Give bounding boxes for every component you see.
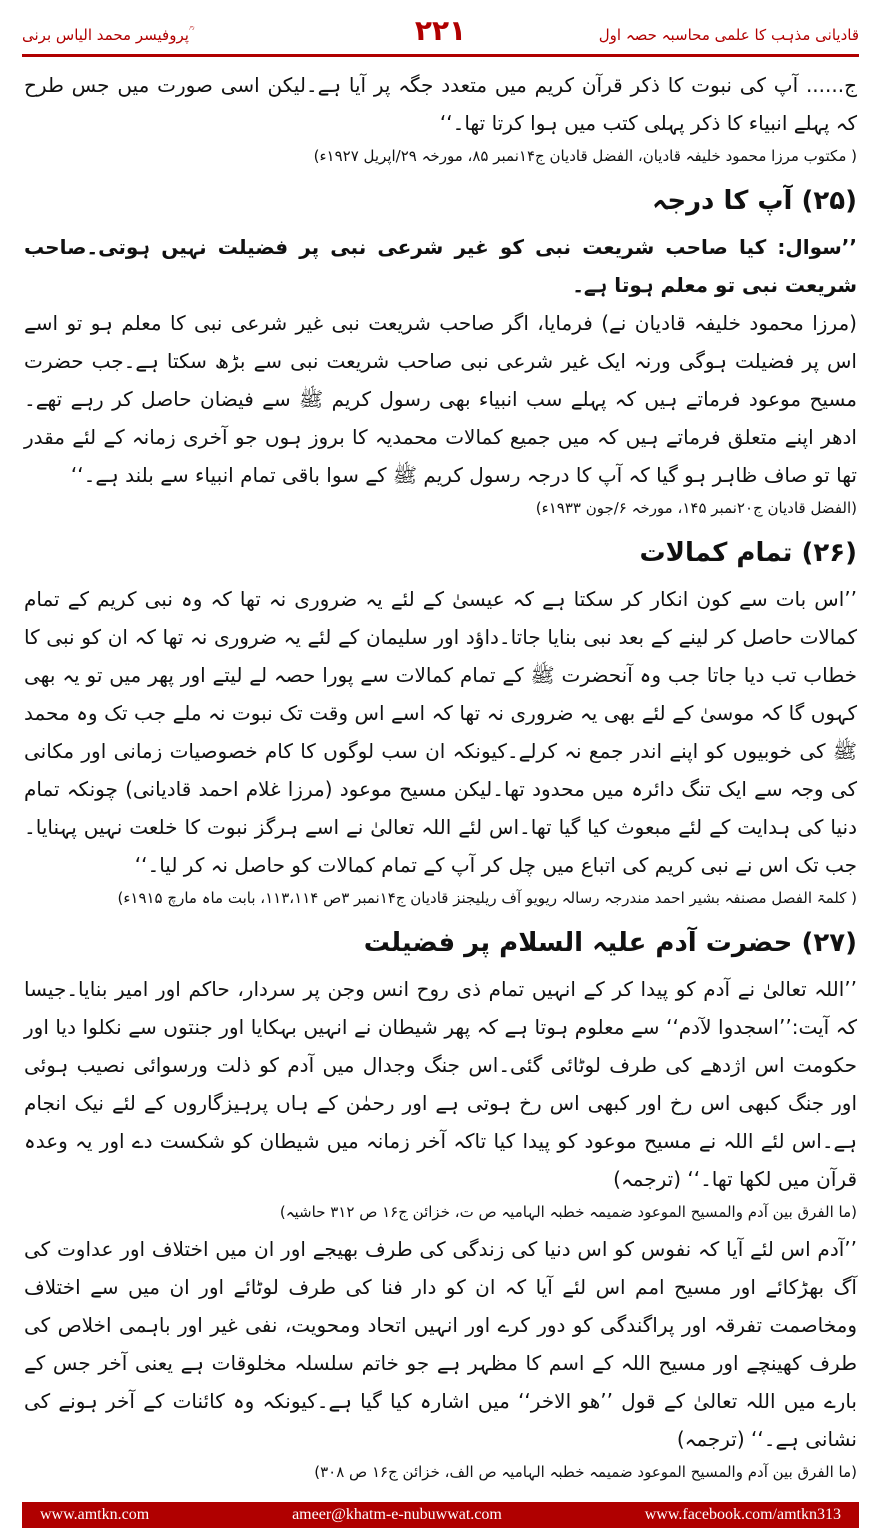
footer-email-link[interactable]: ameer@khatm-e-nubuwwat.com: [292, 1506, 502, 1523]
section-25-reference: (الفضل قادیان ج۲۰نمبر ۱۴۵، مورخہ ۶/جون ۱۹۳۳ء): [535, 499, 857, 517]
page-number: ۲۲۱: [414, 14, 467, 47]
section-27-reference-2: (ما الفرق بین آدم والمسیح الموعود ضمیمہ خطبہ الہامیہ ص الف، خزائن ج۱۶ ص ۳۰۸): [314, 1463, 857, 1481]
intro-reference: ( مکتوب مرزا محمود خلیفہ قادیان، الفضل قادیان ج۱۴نمبر ۸۵، مورخہ ۲۹/اپریل ۱۹۲۷ء): [313, 147, 857, 165]
section-27-heading: (۲۷) حضرت آدم علیہ السلام پر فضیلت: [363, 928, 857, 958]
book-title: قادیانی مذہب کا علمی محاسبہ حصہ اول: [598, 26, 859, 44]
section-25-question: ’’سوال: کیا صاحب شریعت نبی کو غیر شرعی نبی پر فضیلت نہیں ہوتی۔صاحب شریعت نبی تو معلم ہوتا ہے۔: [24, 235, 857, 297]
section-26-heading: (۲۶) تمام کمالات: [639, 538, 857, 568]
section-27-paragraph-1: ’’اللہ تعالیٰ نے آدم کو پیدا کر کے انہیں تمام ذی روح انس وجن پر سردار، حاکم اور امیر بنایا۔جیسا کہ آیت:’’اسجدوا لآدم‘‘ سے معلوم ہوتا ہے کہ پھر شیطان نے انہیں بہکایا اور جنتوں سے نکلوا دیا اور حکومت اس اژدھے کی طرف لوٹائی گئی۔اس جنگ وجدال میں آدم کو ذلت ورسوائی نصیب ہوئی اور جنگ کبھی اس رخ اور کبھی اس رخ ہوتی ہے اور رحمٰن کے ہاں پرہیزگاروں کے لئے نیک انجام ہے۔اس لئے اللہ نے مسیح موعود کو پیدا کیا تاکہ آخر زمانہ میں شیطان کو شکست دے اور یہ وعدہ قرآن میں لکھا تھا۔‘‘ (ترجمہ): [24, 977, 857, 1191]
page-footer: [22, 1502, 859, 1528]
section-26-reference: ( کلمۃ الفصل مصنفہ بشیر احمد مندرجہ رسالہ ریویو آف ریلیجنز قادیان ج۱۴نمبر ۳ص ۱۱۳،۱۱۴، بابت ماہ مارچ ۱۹۱۵ء): [117, 889, 857, 907]
section-25-answer: (مرزا محمود خلیفہ قادیان نے) فرمایا، اگر صاحب شریعت نبی غیر شرعی نبی کا معلم ہو تو اسے اس پر فضیلت ہوگی ورنہ ایک غیر شرعی نبی صاحب شریعت نبی سے بڑھ سکتا ہے۔جب حضرت مسیح موعود فرماتے ہیں کہ پہلے سب انبیاء بھی رسول کریم ﷺ سے فیضان حاصل کر رہے تھے۔ادھر اپنے متعلق فرماتے ہیں کہ میں جمیع کمالات محمدیہ کا بروز ہوں جو آخری زمانہ کے لئے مقدر تھا تو صاف ظاہر ہو گیا کہ آپ کا درجہ رسول کریم ﷺ کے سوا باقی تمام انبیاء سے بلند ہے۔‘‘: [24, 311, 857, 487]
footer-facebook-link[interactable]: www.facebook.com/amtkn313: [644, 1506, 841, 1523]
page-body: [24, 66, 857, 1490]
section-25-heading: (۲۵) آپ کا درجہ: [652, 186, 857, 216]
intro-paragraph: ج...... آپ کی نبوت کا ذکر قرآن کریم میں متعدد جگہ پر آیا ہے۔لیکن اسی صورت میں جس طرح کہ پہلے انبیاء کا ذکر پہلی کتب میں ہوا کرتا تھا۔‘‘: [24, 73, 857, 135]
section-27-paragraph-2: ’’آدم اس لئے آیا کہ نفوس کو اس دنیا کی زندگی کی طرف بھیجے اور ان میں اختلاف اور عداوت کی آگ بھڑکائے اور مسیح امم اس لئے آیا کہ ان کو دار فنا کی طرف لوٹائے اور ان میں سے اختلاف ومخاصمت تفرقہ اور پراگندگی کو دور کرے اور انہیں اتحاد ومحویت، نفی غیر اور باہمی اخلاص کی طرف کھینچے اور مسیح اللہ کے اسم کا مظہر ہے جو خاتم سلسلہ مخلوقات ہے یعنی آخر جس کے بارے میں اللہ تعالیٰ کے قول ’’ھو الاخر‘‘ میں اشارہ کیا گیا ہے۔کیونکہ وہ کائنات کے آخر ہونے کی نشانی ہے۔‘‘ (ترجمہ): [24, 1237, 857, 1451]
footer-website-link[interactable]: www.amtkn.com: [40, 1506, 150, 1523]
page-header: [22, 8, 859, 54]
header-divider: [22, 54, 859, 57]
author-name: پروفیسر محمد الیاس برنی ؒ: [22, 26, 193, 44]
section-27-reference-1: (ما الفرق بین آدم والمسیح الموعود ضمیمہ خطبہ الہامیہ ص ت، خزائن ج۱۶ ص ۳۱۲ حاشیہ): [279, 1203, 857, 1221]
section-26-paragraph: ’’اس بات سے کون انکار کر سکتا ہے کہ عیسیٰ کے لئے یہ ضروری نہ تھا کہ وہ نبی کریم کے تمام کمالات حاصل کر لینے کے بعد نبی بنایا جاتا۔داؤد اور سلیمان کے لئے یہ ضروری نہ تھا کہ ان کو نبی کا خطاب تب دیا جاتا جب وہ آنحضرت ﷺ کے تمام کمالات سے پورا حصہ لے لیتے اور پھر میں تو یہ بھی کہوں گا کہ موسیٰ کے لئے بھی یہ ضروری نہ تھا کہ اسے اس وقت تک نبوت نہ ملے جب تک وہ محمد ﷺ کی خوبیوں کو اپنے اندر جمع نہ کرلے۔کیونکہ ان سب لوگوں کا کام خصوصیات زمانی اور مکانی کی وجہ سے ایک تنگ دائرہ میں محدود تھا۔لیکن مسیح موعود (مرزا غلام احمد قادیانی) چونکہ تمام دنیا کی ہدایت کے لئے مبعوث کیا گیا تھا۔اس لئے اللہ تعالیٰ نے اسے ہرگز نبوت کا خلعت نہیں پہنایا۔جب تک اس نے نبی کریم کی اتباع میں چل کر آپ کے تمام کمالات کو حاصل نہ کر لیا۔‘‘: [24, 587, 857, 877]
